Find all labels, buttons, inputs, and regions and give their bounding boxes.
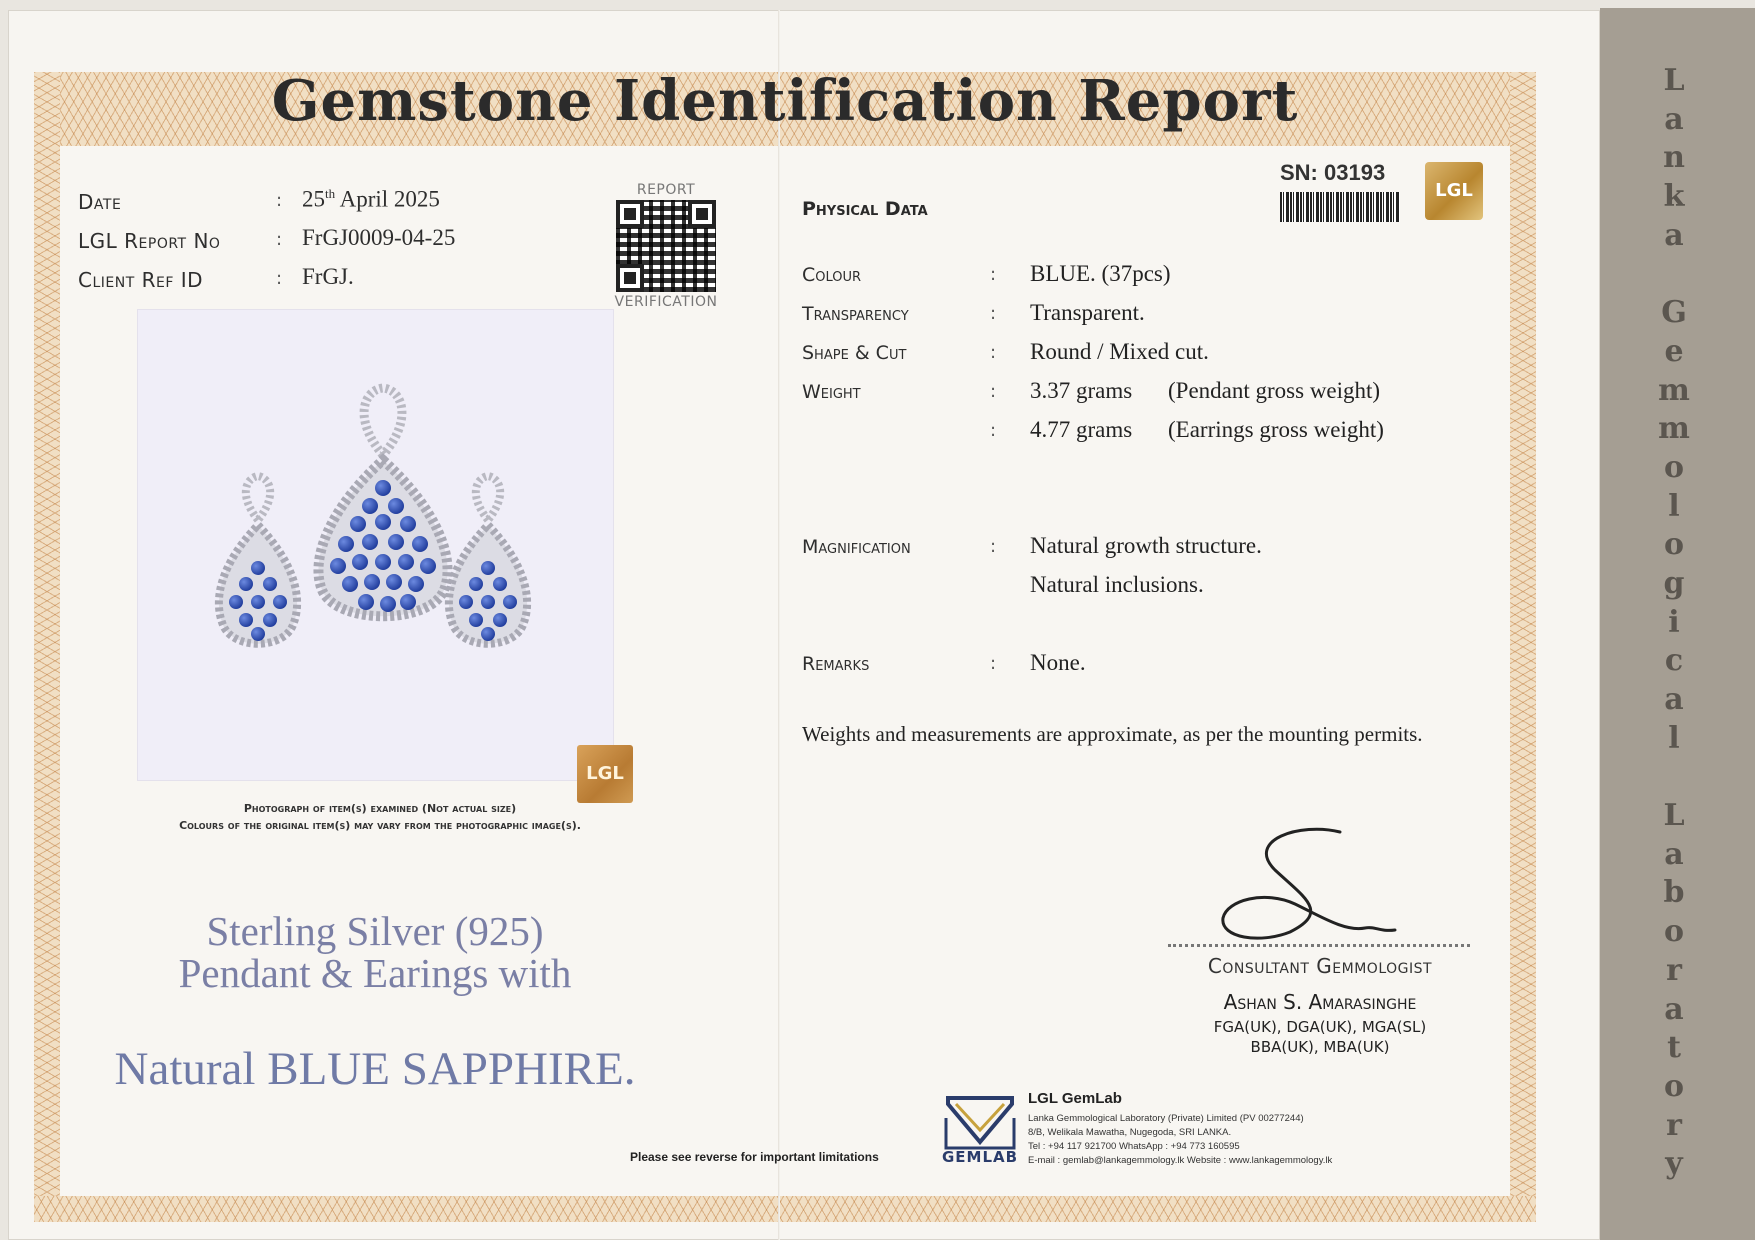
limitations-notice: Please see reverse for important limitations — [630, 1150, 879, 1164]
qr-code-icon[interactable] — [616, 200, 716, 292]
side-banner-letter: a — [1664, 991, 1684, 1027]
side-banner-letter: l — [1668, 488, 1680, 524]
side-banner-letter: g — [1663, 565, 1685, 601]
colon: : — [990, 653, 997, 674]
jewellery-image — [138, 310, 613, 780]
colon: : — [990, 381, 997, 402]
ornamental-border-right — [1510, 72, 1536, 1222]
side-banner-letter: m — [1658, 411, 1690, 447]
colon: : — [990, 342, 997, 363]
report-no-label: LGL Report No — [78, 229, 221, 253]
colon: : — [276, 268, 283, 289]
colon: : — [990, 303, 997, 324]
lgl-hologram-badge: LGL — [1425, 162, 1483, 220]
side-banner-letter: o — [1663, 527, 1684, 563]
qr-verification[interactable] — [612, 182, 720, 310]
signatory-title: Consultant Gemmologist — [1207, 954, 1433, 978]
colour-value: BLUE. (37pcs) — [1030, 261, 1171, 286]
ornamental-border-bottom — [34, 1196, 1536, 1222]
side-banner-letter — [1669, 255, 1679, 294]
item-description — [70, 910, 680, 994]
date-value: 25th April 2025 — [302, 186, 440, 212]
side-banner-letter: o — [1663, 1068, 1684, 1104]
side-banner-letter: a — [1664, 836, 1684, 872]
side-banner-letter: i — [1668, 604, 1680, 640]
signatory-qualifications: FGA(UK), DGA(UK), MGA(SL) — [1213, 1018, 1427, 1036]
side-banner-letter: L — [1663, 798, 1685, 834]
measurement-note: Weights and measurements are approximate, as per the mounting permits. — [802, 722, 1423, 746]
weight-value: 4.77 grams — [1030, 417, 1133, 442]
ornamental-border-left — [34, 72, 60, 1222]
description-line: Sterling Silver (925) — [206, 908, 544, 954]
side-banner-letter: n — [1663, 140, 1685, 176]
side-banner-letter: a — [1664, 217, 1684, 253]
weight-value: 3.37 grams — [1030, 378, 1133, 403]
colon: : — [276, 190, 283, 211]
colon: : — [990, 536, 997, 557]
side-banner-text — [1650, 62, 1698, 1184]
signature — [1205, 820, 1415, 950]
side-banner-letter: a — [1664, 682, 1684, 717]
item-photo — [138, 310, 613, 780]
photo-caption-line: Photograph of item(s) examined (Not actual size) — [243, 802, 517, 815]
report-no-value: FrGJ0009-04-25 — [302, 225, 456, 250]
magnification-value: Natural growth structure. — [1030, 533, 1262, 558]
colon: : — [990, 420, 997, 441]
lab-address: 8/B, Welikala Mawatha, Nugegoda, SRI LANKA. — [1028, 1127, 1232, 1138]
side-banner-letter: l — [1668, 720, 1680, 756]
remarks-label: Remarks — [802, 653, 870, 675]
description-line: Pendant & Earings with — [178, 950, 572, 996]
side-banner-letter: r — [1666, 1107, 1682, 1143]
side-banner-letter: L — [1663, 63, 1685, 98]
lgl-hologram-seal: LGL — [577, 745, 633, 803]
lab-phone: Tel : +94 117 921700 WhatsApp : +94 773 160595 — [1028, 1141, 1240, 1152]
side-banner-letter: b — [1663, 875, 1685, 911]
signatory-qualifications: BBA(UK), MBA(UK) — [1250, 1038, 1390, 1056]
shape-cut-label: Shape & Cut — [802, 342, 907, 364]
remarks-value: None. — [1030, 650, 1086, 675]
side-banner-letter: y — [1665, 1146, 1683, 1182]
side-banner-letter: m — [1658, 372, 1690, 408]
center-fold — [778, 10, 780, 1240]
transparency-value: Transparent. — [1030, 300, 1145, 325]
side-banner-letter: t — [1667, 1030, 1681, 1066]
serial-number: SN: 03193 — [1280, 160, 1386, 185]
signature-line — [1168, 944, 1470, 947]
side-banner-letter: o — [1663, 449, 1684, 485]
photo-caption — [100, 800, 660, 834]
lab-company: Lanka Gemmological Laboratory (Private) Limited (PV 00277244) — [1028, 1113, 1304, 1124]
client-ref-label: Client Ref ID — [78, 268, 204, 292]
weight-label: Weight — [802, 381, 861, 403]
shape-cut-value: Round / Mixed cut. — [1030, 339, 1209, 364]
gemlab-wordmark: GEMLAB — [941, 1148, 1019, 1166]
colour-label: Colour — [802, 264, 862, 286]
report-title: Gemstone Identification Report — [271, 68, 1299, 134]
lab-name: LGL GemLab — [1028, 1090, 1122, 1107]
side-banner-letter: k — [1663, 179, 1685, 215]
date-label: Date — [78, 190, 122, 214]
side-banner-letter — [1669, 758, 1679, 797]
signatory-name: Ashan S. Amarasinghe — [1223, 990, 1417, 1014]
side-banner-letter: r — [1666, 952, 1682, 988]
side-banner-letter: o — [1663, 914, 1684, 950]
barcode — [1280, 192, 1400, 222]
photo-caption-line: Colours of the original item(s) may vary from the photographic image(s). — [179, 819, 581, 832]
colon: : — [276, 229, 283, 250]
magnification-value: Natural inclusions. — [1030, 572, 1204, 597]
qr-caption-top: REPORT — [636, 182, 696, 198]
magnification-label: Magnification — [802, 536, 911, 558]
weight-note: (Pendant gross weight) — [1168, 378, 1381, 403]
client-ref-value: FrGJ. — [302, 264, 354, 289]
side-banner-letter: G — [1661, 295, 1687, 331]
transparency-label: Transparency — [802, 303, 909, 325]
item-description-stone: Natural BLUE SAPPHIRE. — [114, 1043, 636, 1095]
side-banner-letter: e — [1664, 333, 1684, 369]
side-banner-letter: a — [1664, 101, 1684, 137]
lab-contact: E-mail : gemlab@lankagemmology.lk Website : www.lankagemmology.lk — [1028, 1155, 1333, 1166]
side-banner-letter: c — [1664, 643, 1684, 679]
colon: : — [990, 264, 997, 285]
qr-caption-bottom: VERIFICATION — [614, 294, 718, 310]
weight-note: (Earrings gross weight) — [1168, 417, 1384, 442]
physical-data-heading: Physical Data — [802, 198, 928, 220]
